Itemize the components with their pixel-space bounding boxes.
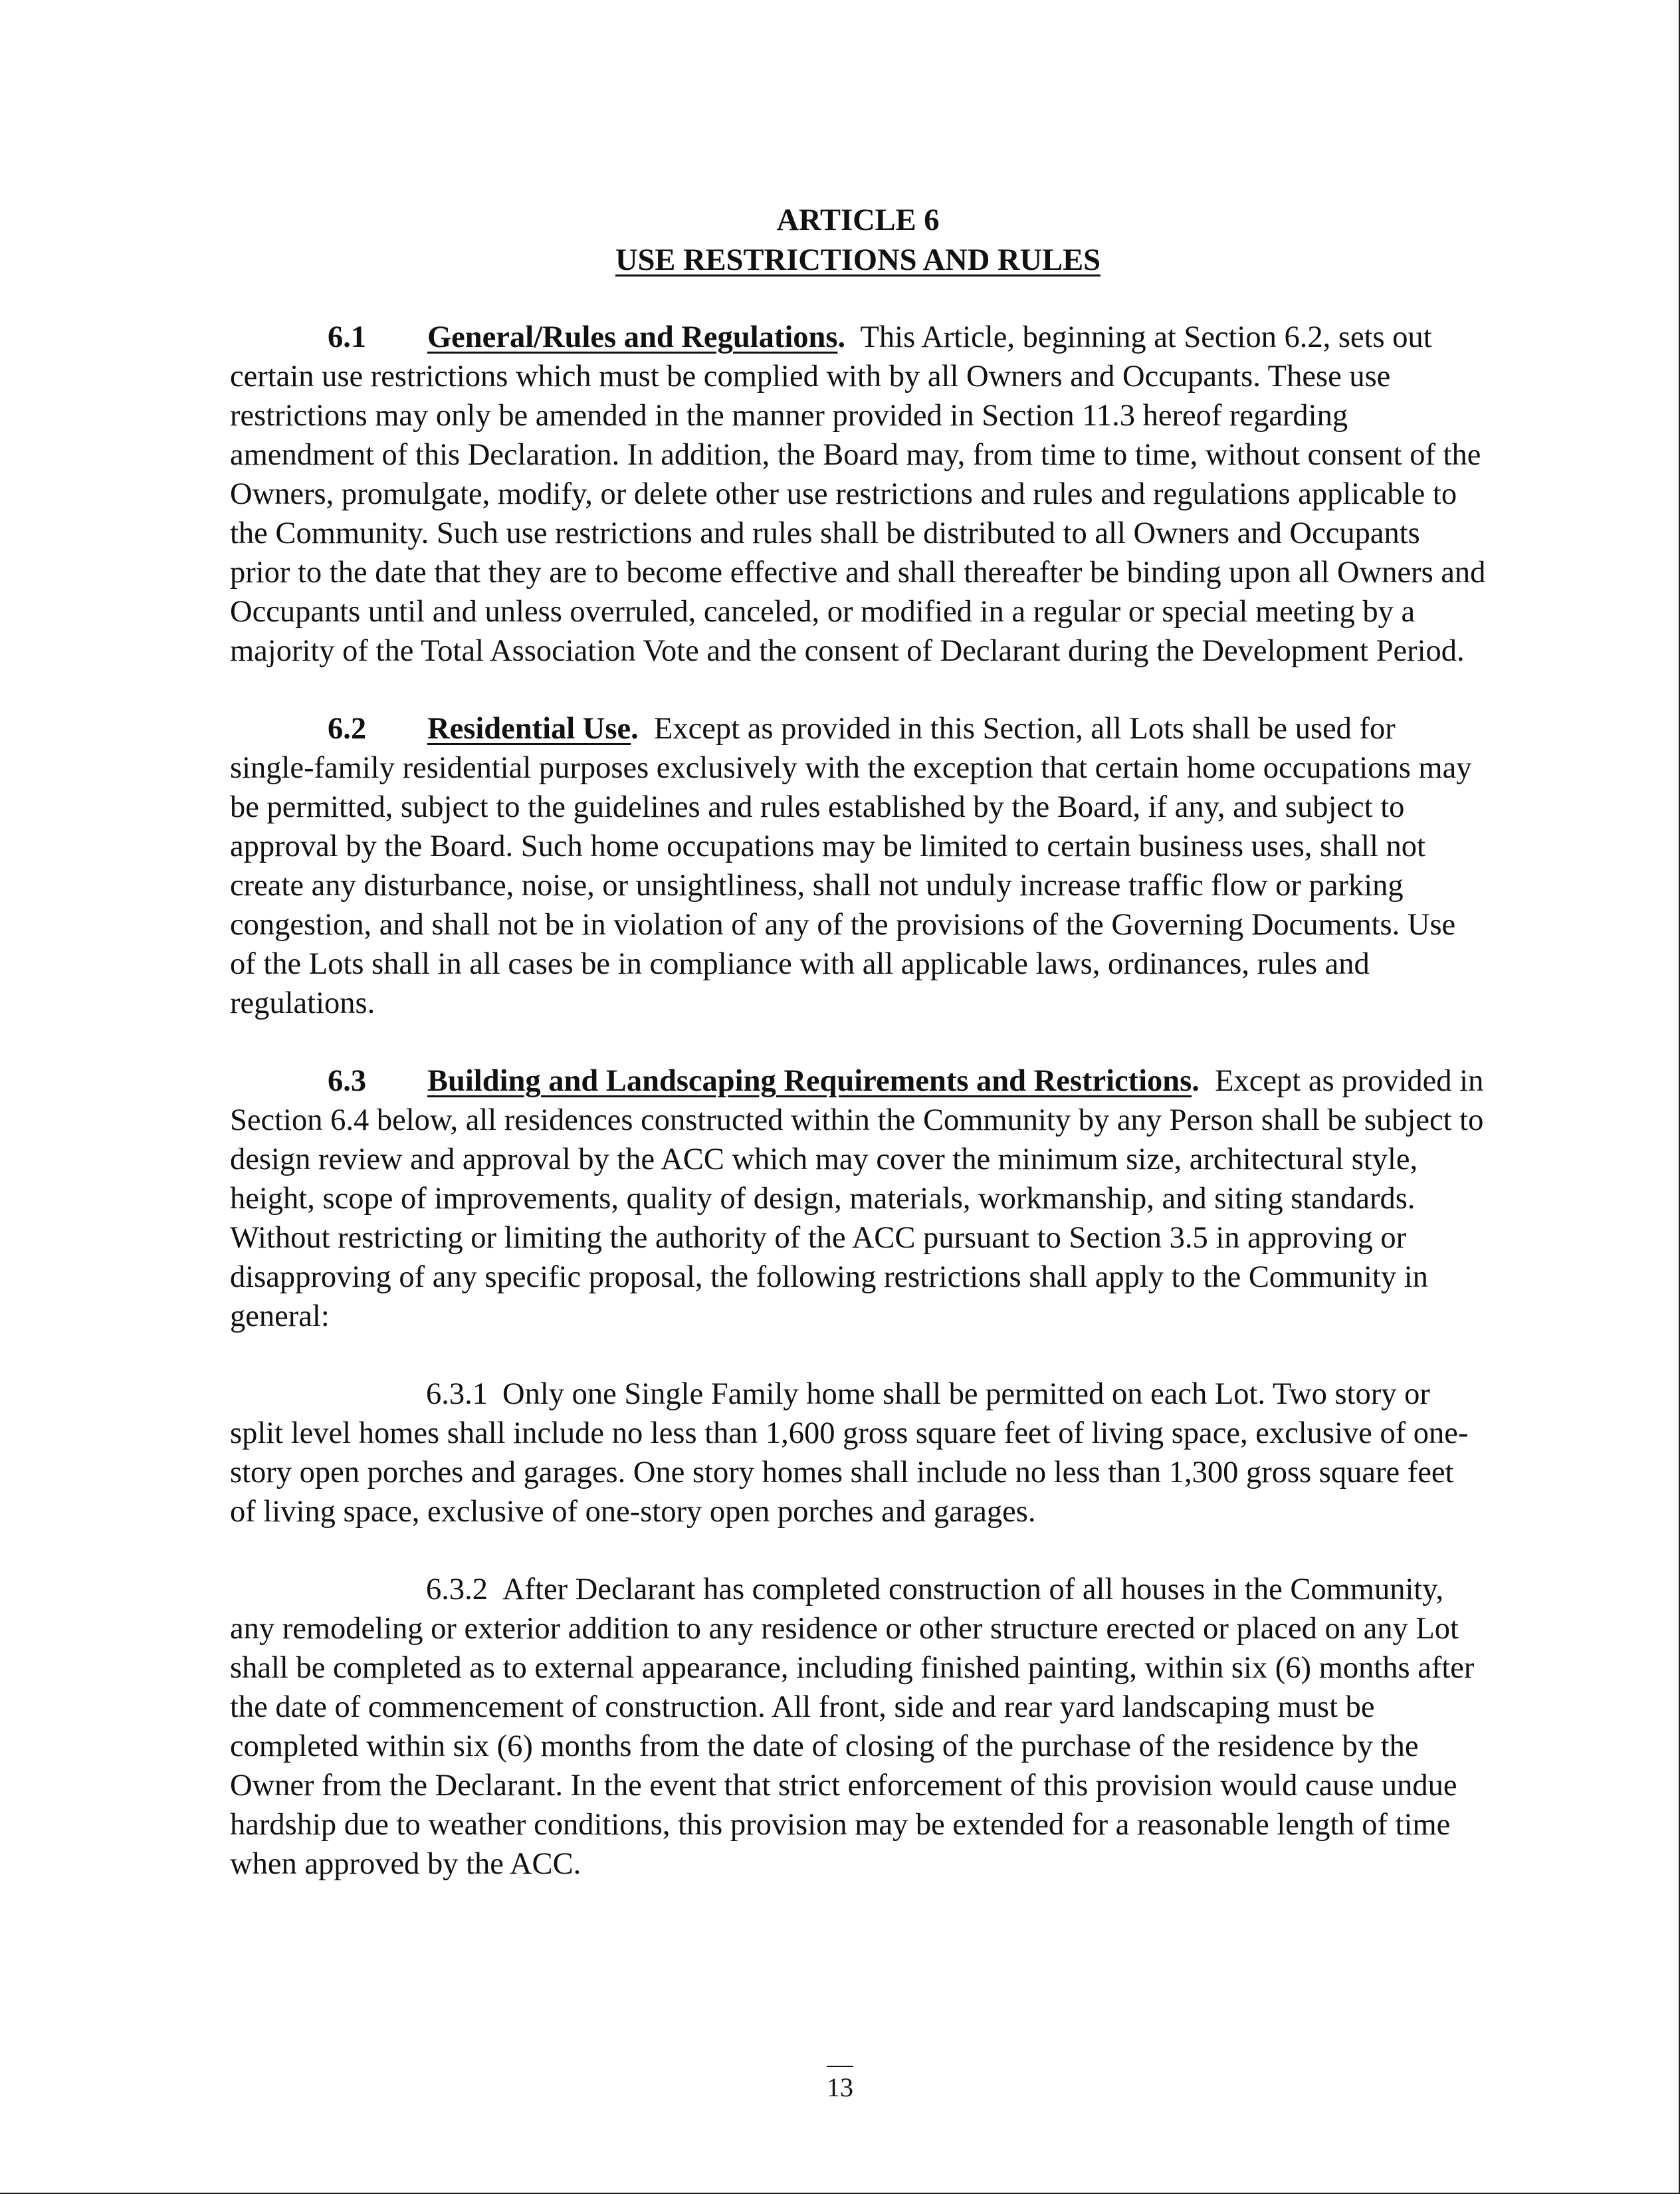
article-title: ARTICLE 6 — [776, 203, 940, 237]
section-number: 6.1 — [328, 320, 367, 354]
section-body: This Article, beginning at Section 6.2, sets out certain use restrictions which must be complied with by all Owners and Occupants. These use restrictions may only be amended in the manner provided in Section 11.3 hereof regarding amendment of this Declaration. In addition, the Board may, from time to time, without consent of the Owners, promulgate, modify, or delete other use restrictions and rules and regulations applicable to the Community. Such use restrictions and rules shall be distributed to all Owners and Occupants prior to the date that they are to become effective and shall thereafter be binding upon all Owners and Occupants until and unless overruled, canceled, or modified in a regular or special meeting by a majority of the Total Association Vote and the consent of Declarant during the Development Period. — [230, 320, 1486, 668]
document-body — [230, 201, 1486, 1922]
section-number: 6.3 — [328, 1064, 367, 1098]
section-title-period: . — [1192, 1064, 1200, 1098]
section-title: General/Rules and Regulations — [427, 320, 838, 354]
section-6-1 — [230, 318, 1486, 671]
section-title-period: . — [631, 712, 639, 746]
subsection-number: 6.3.2 — [426, 1573, 488, 1606]
subsection-number: 6.3.1 — [426, 1377, 488, 1411]
page-number-text: 13 — [827, 2066, 853, 2104]
section-body: Except as provided in Section 6.4 below, all residences constructed within the Community by any Person shall be subject to design review and approval by the ACC which may cover the minimum size, architectural style, height, scope of improvements, quality of design, materials, workmanship, and siting standards. Without restricting or limiting the authority of the ACC pursuant to Section 3.5 in approving or disapproving of any specific proposal, the following restrictions shall apply to the Community in general: — [230, 1064, 1484, 1333]
section-title: Building and Landscaping Requirements and Restrictions — [427, 1064, 1192, 1098]
section-title: Residential Use — [427, 712, 631, 746]
section-body: Except as provided in this Section, all Lots shall be used for single-family residential purposes exclusively with the exception that certain home occupations may be permitted, subject to the guidelines and rules established by the Board, if any, and subject to approval by the Board. Such home occupations may be limited to certain business uses, shall not create any disturbance, noise, or unsightliness, shall not unduly increase traffic flow or parking congestion, and shall not be in violation of any of the provisions of the Governing Documents. Use of the Lots shall in all cases be in compliance with all applicable laws, ordinances, rules and regulations. — [230, 712, 1472, 1020]
subsection-6-3-2 — [230, 1570, 1486, 1884]
section-number: 6.2 — [328, 712, 367, 746]
article-heading — [230, 201, 1486, 280]
section-6-3 — [230, 1061, 1486, 1336]
page-number — [0, 2066, 1680, 2104]
subsection-body: After Declarant has completed construction of all houses in the Community, any remodeling or exterior addition to any residence or other structure erected or placed on any Lot shall be completed as to external appearance, including finished painting, within six (6) months after the date of commencement of construction. All front, side and rear yard landscaping must be completed within six (6) months from the date of closing of the purchase of the residence by the Owner from the Declarant. In the event that strict enforcement of this provision would cause undue hardship due to weather conditions, this provision may be extended for a reasonable length of time when approved by the ACC. — [230, 1573, 1475, 1881]
subsection-body: Only one Single Family home shall be permitted on each Lot. Two story or split level homes shall include no less than 1,600 gross square feet of living space, exclusive of one-story open porches and garages. One story homes shall include no less than 1,300 gross square feet of living space, exclusive of one-story open porches and garages. — [230, 1377, 1469, 1529]
subsection-6-3-1 — [230, 1374, 1486, 1531]
section-6-2 — [230, 709, 1486, 1023]
article-subtitle: USE RESTRICTIONS AND RULES — [615, 243, 1101, 277]
section-title-period: . — [837, 320, 846, 354]
